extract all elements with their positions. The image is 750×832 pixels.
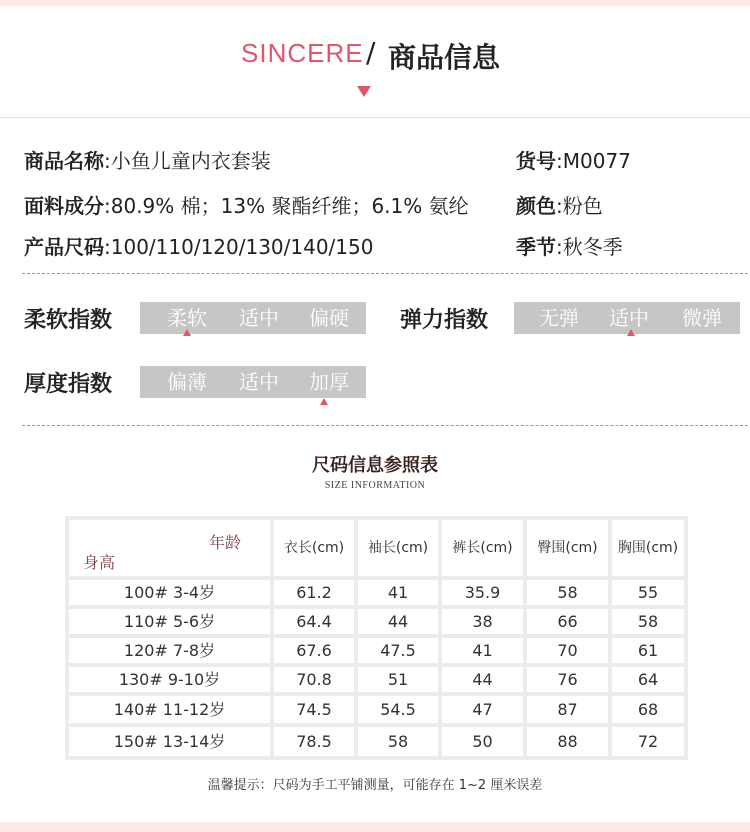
product-name-label: 商品名称 xyxy=(24,149,104,173)
info-product-name xyxy=(24,145,271,174)
table-cell: 61 xyxy=(612,638,684,663)
fabric-label: 面料成分 xyxy=(24,194,104,218)
table-corner-cell xyxy=(69,520,270,576)
softness-selected-marker-icon xyxy=(183,329,191,336)
table-cell: 74.5 xyxy=(274,696,354,723)
elasticity-selected-marker-icon xyxy=(627,329,635,336)
table-cell: 38 xyxy=(442,609,523,634)
title-separator: / xyxy=(366,36,376,69)
table-size-cell: 110# 5-6岁 xyxy=(69,609,270,634)
bottom-band xyxy=(0,822,750,832)
measurement-note: 温馨提示：尺码为手工平铺测量，可能存在 1~2 厘米误差 xyxy=(207,778,543,793)
softness-option: 偏硬 xyxy=(309,306,349,330)
table-cell: 70 xyxy=(527,638,608,663)
elasticity-option: 适中 xyxy=(609,306,649,330)
divider xyxy=(22,273,748,274)
table-cell: 35.9 xyxy=(442,580,523,605)
sku-value: :M0077 xyxy=(556,149,631,173)
table-size-cell: 130# 9-10岁 xyxy=(69,667,270,692)
table-cell: 58 xyxy=(527,580,608,605)
size-table-title: 尺码信息参照表 xyxy=(312,455,438,476)
table-cell: 58 xyxy=(358,727,438,756)
table-header-cell: 裤长(cm) xyxy=(442,520,523,576)
softness-option: 柔软 xyxy=(167,306,207,330)
table-cell: 41 xyxy=(358,580,438,605)
size-table-subtitle: SIZE INFORMATION xyxy=(324,480,426,491)
info-sku xyxy=(516,145,631,174)
table-cell: 78.5 xyxy=(274,727,354,756)
product-name-value: :小鱼儿童内衣套装 xyxy=(104,149,271,173)
table-cell: 47 xyxy=(442,696,523,723)
thickness-scale xyxy=(140,366,366,398)
info-fabric xyxy=(24,190,469,219)
corner-age-label: 年龄 xyxy=(209,533,242,552)
elasticity-option: 微弹 xyxy=(682,306,722,330)
table-size-cell: 150# 13-14岁 xyxy=(69,727,270,756)
table-size-cell: 140# 11-12岁 xyxy=(69,696,270,723)
brand-name: SINCERE xyxy=(241,38,364,68)
corner-height-label: 身高 xyxy=(83,553,116,572)
table-header-cell: 胸围(cm) xyxy=(612,520,684,576)
page-title: 商品信息 xyxy=(388,41,501,74)
season-label: 季节 xyxy=(516,235,556,259)
size-label: 产品尺码 xyxy=(24,235,104,259)
table-cell: 54.5 xyxy=(358,696,438,723)
color-value: :粉色 xyxy=(556,194,603,218)
thickness-option: 偏薄 xyxy=(167,370,207,394)
table-cell: 47.5 xyxy=(358,638,438,663)
table-cell: 51 xyxy=(358,667,438,692)
table-cell: 67.6 xyxy=(274,638,354,663)
fabric-value: :80.9% 棉；13% 聚酯纤维；6.1% 氨纶 xyxy=(104,194,469,218)
table-cell: 70.8 xyxy=(274,667,354,692)
table-header-cell: 臀围(cm) xyxy=(527,520,608,576)
table-cell: 50 xyxy=(442,727,523,756)
size-table xyxy=(65,516,688,760)
info-color xyxy=(516,190,603,219)
thickness-option: 适中 xyxy=(239,370,279,394)
table-cell: 68 xyxy=(612,696,684,723)
size-value: :100/110/120/130/140/150 xyxy=(104,235,374,259)
thickness-selected-marker-icon xyxy=(320,398,328,405)
table-size-cell: 100# 3-4岁 xyxy=(69,580,270,605)
table-cell: 41 xyxy=(442,638,523,663)
table-cell: 76 xyxy=(527,667,608,692)
softness-label: 柔软指数 xyxy=(24,308,113,333)
softness-scale xyxy=(140,302,366,334)
table-cell: 64 xyxy=(612,667,684,692)
table-cell: 88 xyxy=(527,727,608,756)
table-cell: 64.4 xyxy=(274,609,354,634)
thickness-label: 厚度指数 xyxy=(24,372,113,397)
table-cell: 61.2 xyxy=(274,580,354,605)
table-cell: 87 xyxy=(527,696,608,723)
thickness-option: 加厚 xyxy=(309,370,349,394)
table-size-cell: 120# 7-8岁 xyxy=(69,638,270,663)
info-season xyxy=(516,231,623,260)
table-cell: 72 xyxy=(612,727,684,756)
divider xyxy=(22,425,748,426)
table-cell: 55 xyxy=(612,580,684,605)
softness-option: 适中 xyxy=(239,306,279,330)
table-cell: 44 xyxy=(442,667,523,692)
elasticity-label: 弹力指数 xyxy=(400,308,489,333)
section-header xyxy=(0,6,750,118)
table-cell: 44 xyxy=(358,609,438,634)
table-header-cell: 袖长(cm) xyxy=(358,520,438,576)
info-size xyxy=(24,231,373,260)
color-label: 颜色 xyxy=(516,194,556,218)
table-header-cell: 衣长(cm) xyxy=(274,520,354,576)
table-cell: 58 xyxy=(612,609,684,634)
season-value: :秋冬季 xyxy=(556,235,623,259)
triangle-down-icon xyxy=(357,86,371,97)
sku-label: 货号 xyxy=(516,149,556,173)
elasticity-option: 无弹 xyxy=(539,306,579,330)
table-cell: 66 xyxy=(527,609,608,634)
